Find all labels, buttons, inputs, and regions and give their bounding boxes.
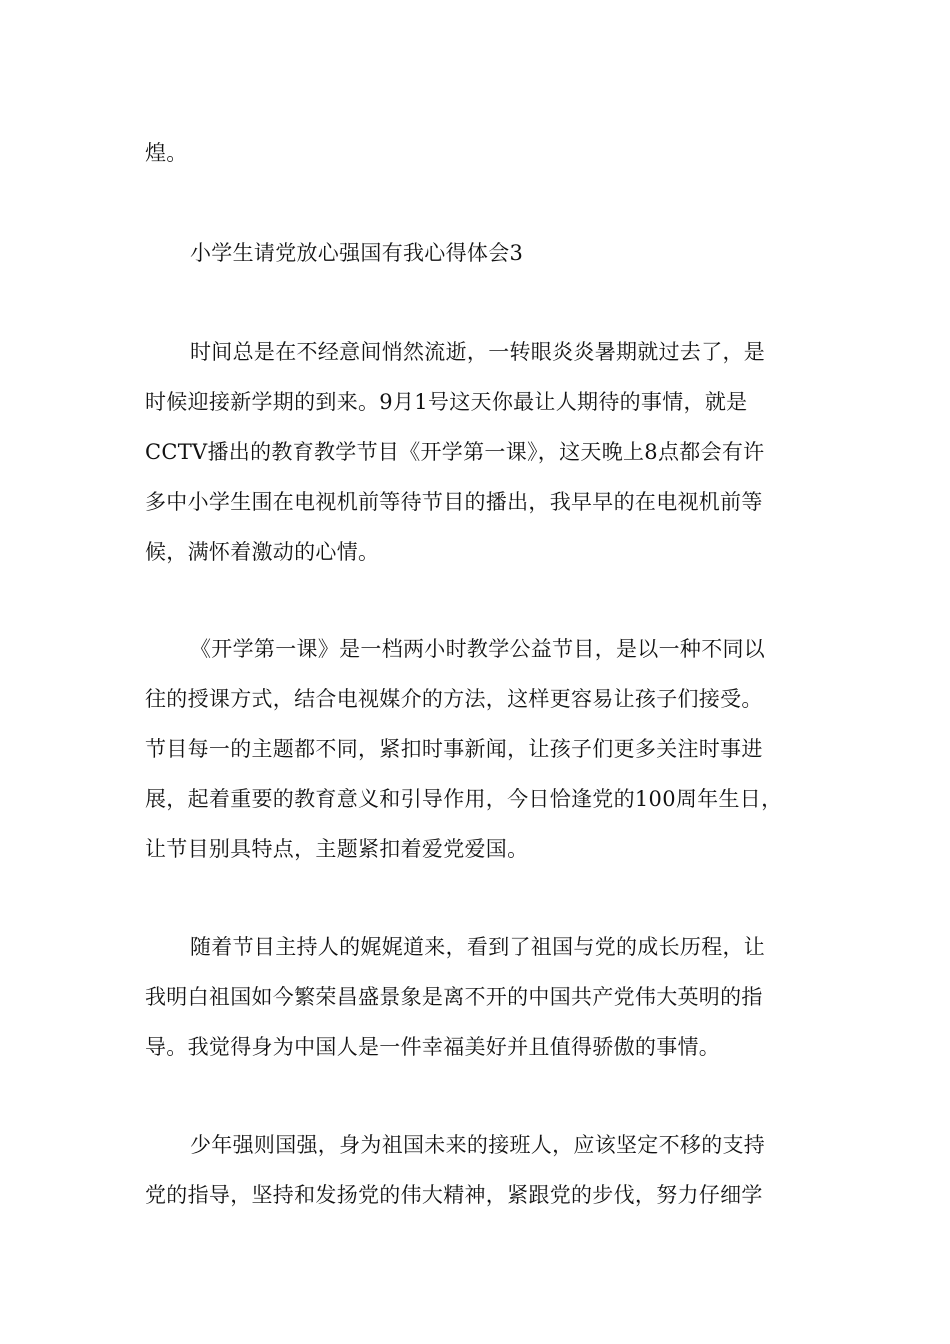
paragraph-line: CCTV播出的教育教学节目《开学第一课》，这天晚上8点都会有许 [145,440,765,464]
paragraph-line: 我明白祖国如今繁荣昌盛景象是离不开的中国共产党伟大英明的指 [145,985,763,1009]
carryover-text: 煌。 [145,141,188,165]
paragraph-line: 少年强则国强，身为祖国未来的接班人，应该坚定不移的支持 [190,1133,766,1157]
paragraph-line: 往的授课方式，结合电视媒介的方法，这样更容易让孩子们接受。 [145,687,763,711]
paragraph-line: 随着节目主持人的娓娓道来，看到了祖国与党的成长历程，让 [190,935,766,959]
section-heading: 小学生请党放心强国有我心得体会3 [190,241,524,265]
paragraph-line: 展，起着重要的教育意义和引导作用，今日恰逢党的100周年生日， [145,787,783,811]
paragraph-line: 时间总是在不经意间悄然流逝，一转眼炎炎暑期就过去了，是 [190,340,766,364]
paragraph-line: 候，满怀着激动的心情。 [145,540,380,564]
paragraph-line: 节目每一的主题都不同，紧扣时事新闻，让孩子们更多关注时事进 [145,737,763,761]
paragraph-line: 《开学第一课》是一档两小时教学公益节目，是以一种不同以 [190,637,766,661]
paragraph-line: 多中小学生围在电视机前等待节目的播出，我早早的在电视机前等 [145,490,763,514]
paragraph-line: 党的指导，坚持和发扬党的伟大精神，紧跟党的步伐，努力仔细学 [145,1183,763,1207]
paragraph-line: 导。我觉得身为中国人是一件幸福美好并且值得骄傲的事情。 [145,1035,721,1059]
paragraph-line: 让节目别具特点，主题紧扣着爱党爱国。 [145,837,529,861]
paragraph-line: 时候迎接新学期的到来。9月1号这天你最让人期待的事情，就是 [145,390,748,414]
